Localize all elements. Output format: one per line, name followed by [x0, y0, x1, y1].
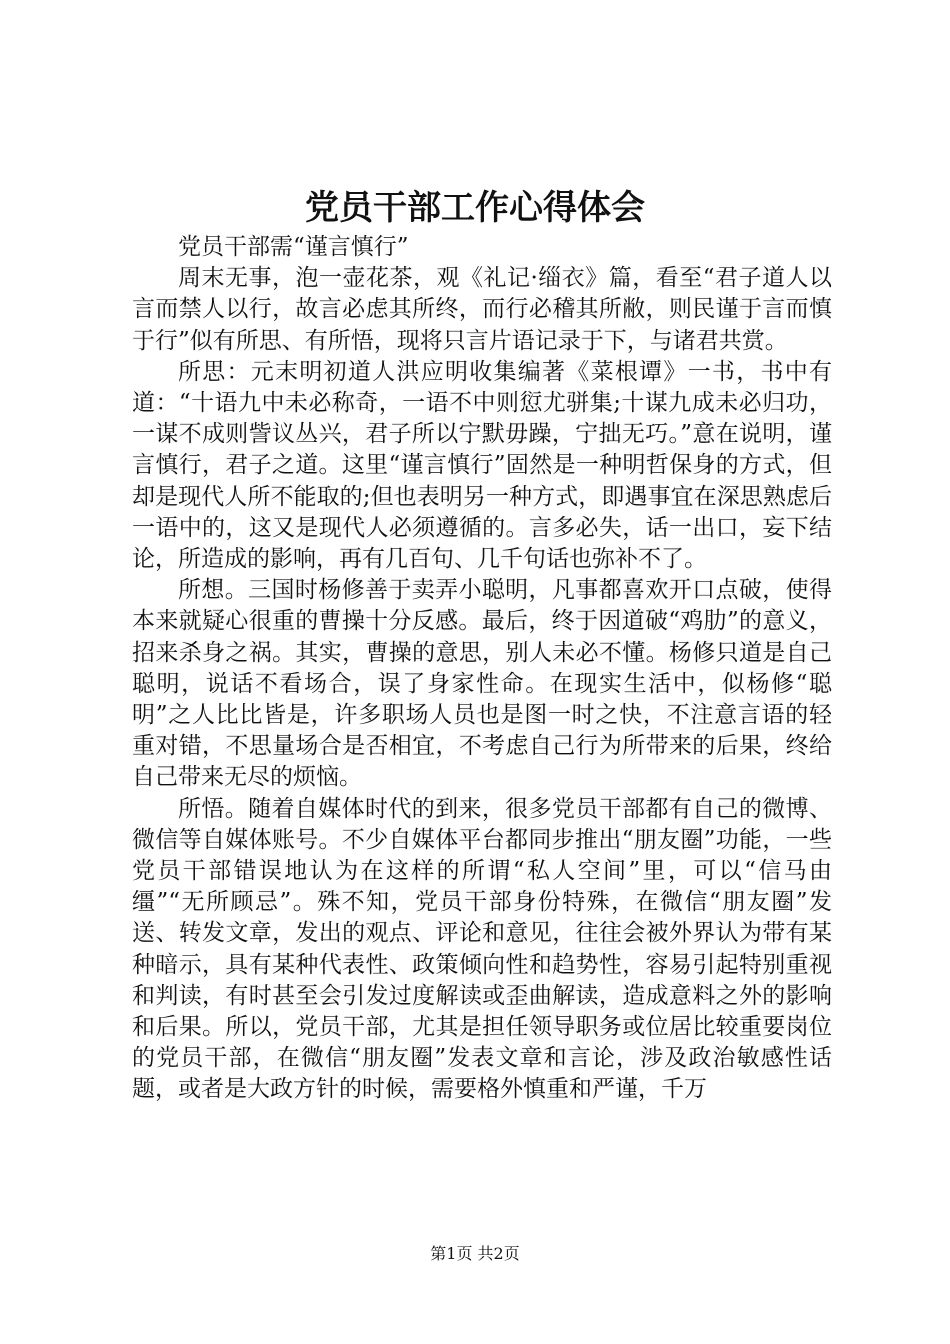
- body-paragraph: 所悟。随着自媒体时代的到来，很多党员干部都有自己的微博、微信等自媒体账号。不少自媒体平台都同步推出“朋友圈”功能，一些党员干部错误地认为在这样的所谓“私人空间”里，可以“信马由缰”“无所顾忌”。殊不知，党员干部身份特殊，在微信“朋友圈”发送、转发文章，发出的观点、评论和意见，往往会被外界认为带有某种暗示，具有某种代表性、政策倾向性和趋势性，容易引起特别重视和判读，有时甚至会引发过度解读或歪曲解读，造成意料之外的影响和后果。所以，党员干部，尤其是担任领导职务或位居比较重要岗位的党员干部，在微信“朋友圈”发表文章和言论，涉及政治敏感性话题，或者是大政方针的时候，需要格外慎重和严谨，千万: [132, 795, 832, 1103]
- document-title: 党员干部工作心得体会: [305, 188, 645, 228]
- body-paragraph: 所思：元末明初道人洪应明收集编著《菜根谭》一书，书中有道：“十语九中未必称奇，一语不中则愆尤骈集;十谋九成未必归功，一谋不成则訾议丛兴，君子所以宁默毋躁，宁拙无巧。”意在说明，谨言慎行，君子之道。这里“谨言慎行”固然是一种明哲保身的方式，但却是现代人所不能取的;但也表明另一种方式，即遇事宜在深思熟虑后一语中的，这又是现代人必须遵循的。言多必失，话一出口，妄下结论，所造成的影响，再有几百句、几千句话也弥补不了。: [132, 358, 832, 573]
- page-indicator: 第1页 共2页: [430, 1244, 520, 1263]
- body-paragraph: 周末无事，泡一壶花茶，观《礼记·缁衣》篇，看至“君子道人以言而禁人以行，故言必虑其所终，而行必稽其所敝，则民谨于言而慎于行”似有所思、有所悟，现将只言片语记录于下，与诸君共赏。: [132, 265, 832, 354]
- body-paragraph: 所想。三国时杨修善于卖弄小聪明，凡事都喜欢开口点破，使得本来就疑心很重的曹操十分反感。最后，终于因道破“鸡肋”的意义，招来杀身之祸。其实，曹操的意思，别人未必不懂。杨修只道是自己聪明，说话不看场合，误了身家性命。在现实生活中，似杨修“聪明”之人比比皆是，许多职场人员也是图一时之快，不注意言语的轻重对错，不思量场合是否相宜，不考虑自己行为所带来的后果，终给自己带来无尽的烦恼。: [132, 577, 832, 791]
- subtitle-paragraph: 党员干部需“谨言慎行”: [178, 234, 409, 260]
- document-body: [132, 232, 832, 1106]
